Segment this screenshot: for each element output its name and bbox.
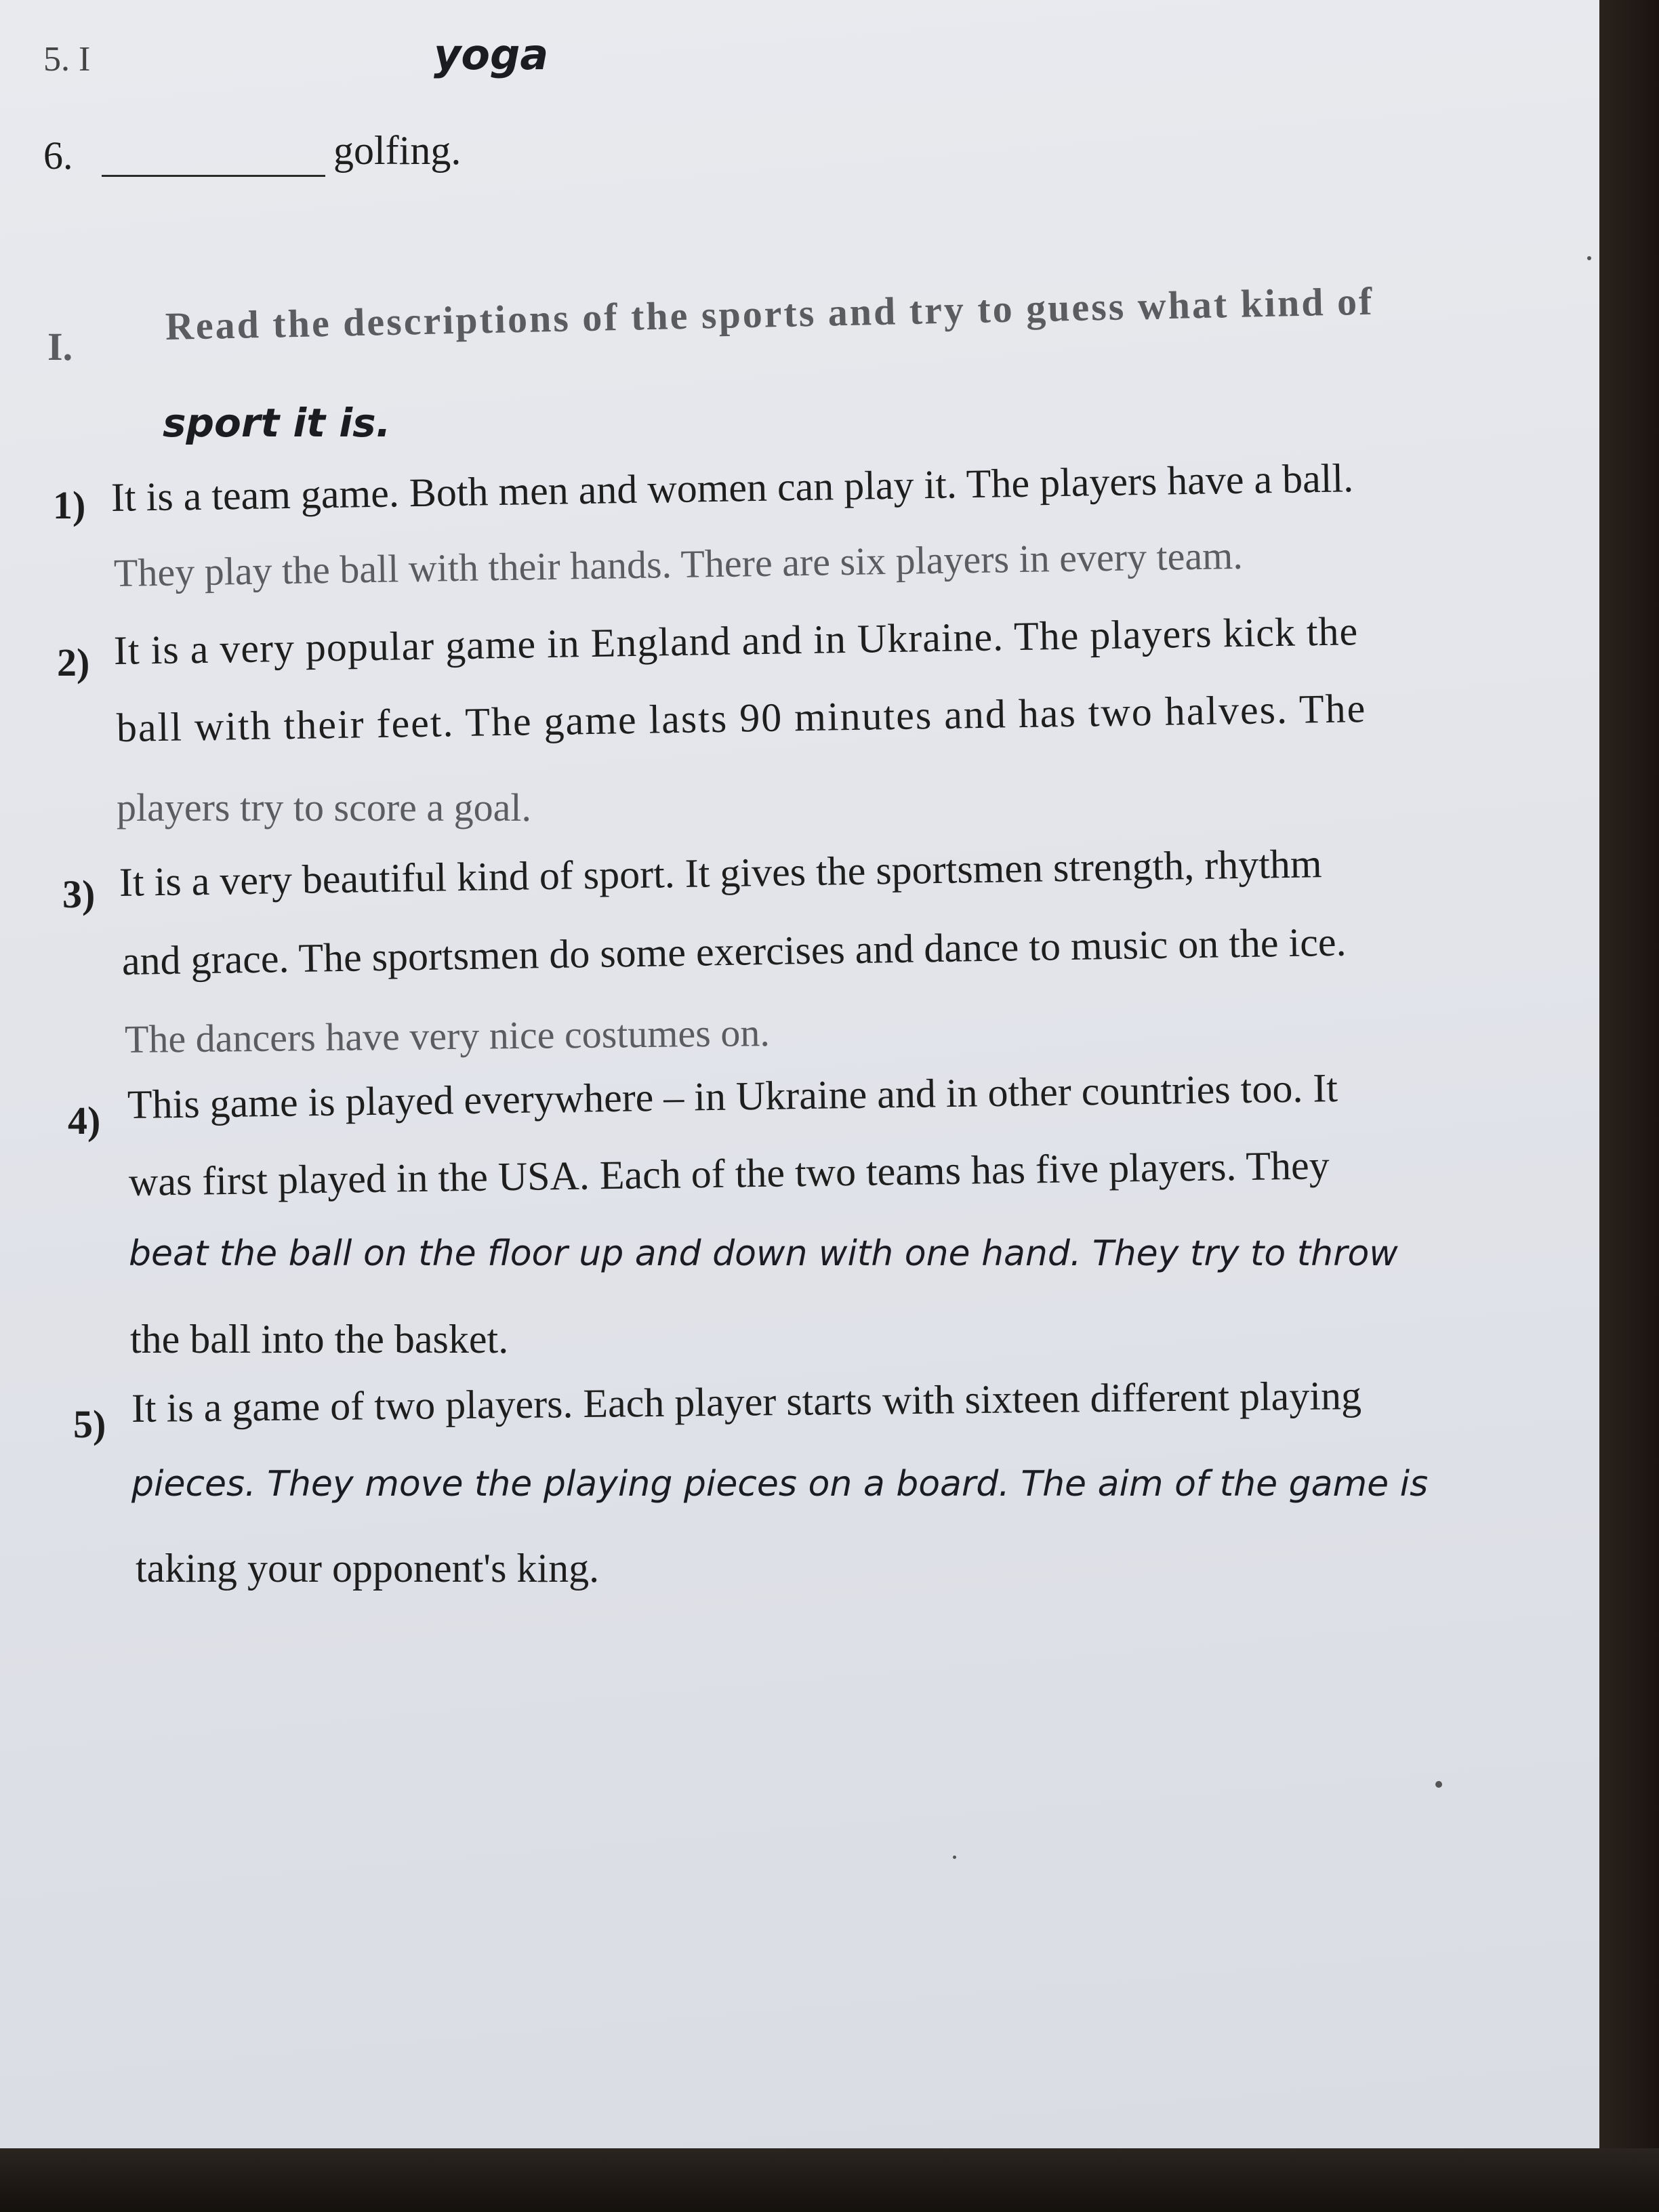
description-4-line-2: was first played in the USA. Each of the two teams has five players. They [128, 1143, 1330, 1204]
description-1-line-1: It is a team game. Both men and women can play it. The players have a ball. [110, 455, 1354, 520]
table-edge-right [1599, 0, 1659, 2212]
description-2-line-2: ball with their feet. The game lasts 90 minutes and has two halves. The [116, 686, 1367, 750]
description-1-number: 1) [53, 483, 86, 527]
description-4-number: 4) [68, 1099, 101, 1143]
description-5-line-2-handwritten: pieces. They move the playing pieces on a board. The aim of the game is [131, 1464, 1429, 1504]
task-number: I. [47, 325, 73, 369]
description-1-line-2: They play the ball with their hands. There are six players in every team. [113, 533, 1244, 595]
item-6-answer: golfing. [333, 128, 462, 173]
task-instruction: Read the descriptions of the sports and try to guess what kind of [165, 279, 1374, 348]
description-4-line-3-handwritten: beat the ball on the floor up and down with one hand. They try to throw [129, 1233, 1398, 1274]
description-3-line-3: The dancers have very nice costumes on. [124, 1010, 771, 1061]
item-6-blank [102, 175, 325, 177]
table-edge-bottom [0, 2148, 1659, 2212]
description-2-line-3: players try to score a goal. [117, 785, 532, 830]
description-2-line-1: It is a very popular game in England and in Ukraine. The players kick the [113, 609, 1359, 673]
description-5-number: 5) [73, 1402, 106, 1446]
paper-speck [1587, 256, 1591, 260]
task-instruction-handwritten: sport it is. [163, 400, 391, 446]
description-4-line-1: This game is played everywhere – in Ukraine and in other countries too. It [127, 1065, 1338, 1127]
description-3-line-2: and grace. The sportsmen do some exercises and dance to music on the ice. [121, 919, 1347, 983]
paper-speck [953, 1856, 956, 1859]
description-2-number: 2) [57, 640, 90, 684]
item-6-number: 6. [43, 134, 73, 178]
description-5-line-3: taking your opponent's king. [136, 1546, 600, 1591]
item-5-number: 5. I [43, 40, 91, 79]
description-3-line-1: It is a very beautiful kind of sport. It gives the sportsmen strength, rhythm [119, 841, 1322, 905]
description-3-number: 3) [62, 872, 96, 916]
item-5-answer: yoga [434, 30, 549, 79]
description-5-line-1: It is a game of two players. Each player starts with sixteen different playing [131, 1372, 1362, 1431]
paper-speck [1435, 1781, 1442, 1788]
description-4-line-4: the ball into the basket. [130, 1317, 509, 1361]
